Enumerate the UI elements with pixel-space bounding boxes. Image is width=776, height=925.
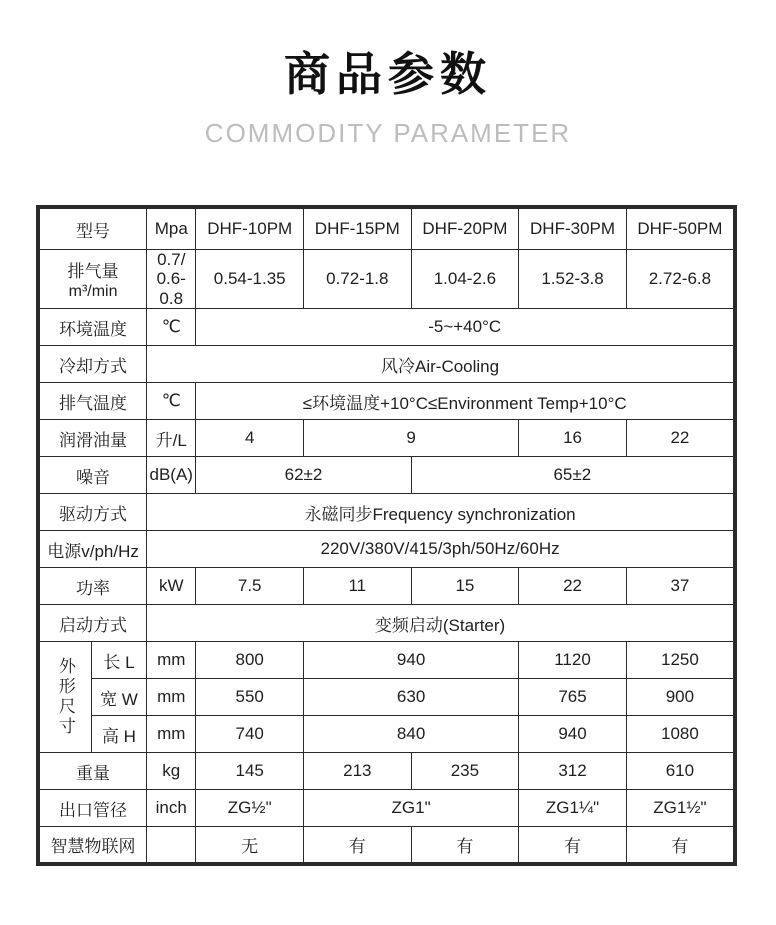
- cell-value: 213: [304, 753, 412, 790]
- row-group-label-text: 外形尺寸: [55, 657, 75, 738]
- cell-merged-value: -5~+40°C: [196, 309, 735, 346]
- cell-value: 0.72-1.8: [304, 249, 412, 309]
- row-group-label-dimensions: [38, 642, 91, 753]
- cell-value: 765: [519, 679, 627, 716]
- table-row-power: [38, 568, 735, 605]
- cell-value: 4: [196, 420, 304, 457]
- cell-value: 7.5: [196, 568, 304, 605]
- cell-unit: kW: [147, 568, 196, 605]
- unit-line1: 0.7/: [157, 249, 186, 269]
- cell-value: 235: [411, 753, 519, 790]
- cell-value: 15: [411, 568, 519, 605]
- row-label-air-delivery: [38, 249, 147, 309]
- cell-value: 800: [196, 642, 304, 679]
- cell-merged-value: 220V/380V/415/3ph/50Hz/60Hz: [147, 531, 735, 568]
- table-row-outlet-pipe: [38, 790, 735, 827]
- row-label: 重量: [38, 753, 147, 790]
- row-label: 润滑油量: [38, 420, 147, 457]
- row-label-unit-text: m³/min: [68, 282, 118, 300]
- cell-merged-value: 风冷Air-Cooling: [147, 346, 735, 383]
- cell-value: 550: [196, 679, 304, 716]
- cell-merged-value: 永磁同步Frequency synchronization: [147, 494, 735, 531]
- table-row-oil-volume: [38, 420, 735, 457]
- cell-unit: 升/L: [147, 420, 196, 457]
- cell-value: 1.04-2.6: [411, 249, 519, 309]
- cell-value: 1.52-3.8: [519, 249, 627, 309]
- table-row-length: [38, 642, 735, 679]
- cell-value: 37: [626, 568, 735, 605]
- col-header-mpa: Mpa: [147, 207, 196, 249]
- row-label: 驱动方式: [38, 494, 147, 531]
- table-row-starter: [38, 605, 735, 642]
- cell-value: ZG1½": [626, 790, 735, 827]
- cell-value: 16: [519, 420, 627, 457]
- col-header-dhf50pm: DHF-50PM: [626, 207, 735, 249]
- row-label: 启动方式: [38, 605, 147, 642]
- table-row-noise: [38, 457, 735, 494]
- cell-unit: ℃: [147, 383, 196, 420]
- table-row-exhaust-temp: [38, 383, 735, 420]
- unit-line2: 0.6-0.8: [156, 269, 186, 308]
- cell-value: 有: [304, 827, 412, 864]
- table-row-cooling: [38, 346, 735, 383]
- row-label: 电源v/ph/Hz: [38, 531, 147, 568]
- row-label: 排气温度: [38, 383, 147, 420]
- col-header-dhf30pm: DHF-30PM: [519, 207, 627, 249]
- cell-value: 22: [519, 568, 627, 605]
- cell-value: 无: [196, 827, 304, 864]
- cell-value: 9: [304, 420, 519, 457]
- cell-value: 610: [626, 753, 735, 790]
- table-row-smart-iot: [38, 827, 735, 864]
- cell-value: 1080: [626, 716, 735, 753]
- cell-value: ZG1": [304, 790, 519, 827]
- cell-value: 有: [626, 827, 735, 864]
- cell-merged-value: 变频启动(Starter): [147, 605, 735, 642]
- cell-value: 740: [196, 716, 304, 753]
- page-title: 商品参数: [284, 48, 492, 100]
- parameters-table-wrap: [36, 205, 776, 866]
- row-label: 冷却方式: [38, 346, 147, 383]
- cell-merged-value: ≤环境温度+10°C≤Environment Temp+10°C: [196, 383, 735, 420]
- cell-unit: ℃: [147, 309, 196, 346]
- table-row-height: [38, 716, 735, 753]
- cell-value: 145: [196, 753, 304, 790]
- cell-unit: inch: [147, 790, 196, 827]
- table-row-weight: [38, 753, 735, 790]
- cell-value: 312: [519, 753, 627, 790]
- cell-value: 有: [411, 827, 519, 864]
- row-label: 高 H: [91, 716, 146, 753]
- table-header-row: [38, 207, 735, 249]
- cell-unit-empty: [147, 827, 196, 864]
- page-header: [0, 50, 776, 149]
- cell-unit: mm: [147, 642, 196, 679]
- cell-value: 11: [304, 568, 412, 605]
- col-header-dhf10pm: DHF-10PM: [196, 207, 304, 249]
- table-row-width: [38, 679, 735, 716]
- row-label: 环境温度: [38, 309, 147, 346]
- cell-value: 65±2: [411, 457, 735, 494]
- col-header-dhf15pm: DHF-15PM: [304, 207, 412, 249]
- cell-unit: [147, 249, 196, 309]
- col-header-model: 型号: [38, 207, 147, 249]
- table-row-drive-mode: [38, 494, 735, 531]
- cell-unit: mm: [147, 679, 196, 716]
- cell-value: ZG½": [196, 790, 304, 827]
- row-label: 智慧物联网: [38, 827, 147, 864]
- row-label: 噪音: [38, 457, 147, 494]
- cell-value: 2.72-6.8: [626, 249, 735, 309]
- table-row-ambient-temp: [38, 309, 735, 346]
- table-row-power-supply: [38, 531, 735, 568]
- page-subtitle: COMMODITY PARAMETER: [204, 118, 572, 149]
- cell-value: 有: [519, 827, 627, 864]
- row-label-text: 排气量: [67, 261, 119, 281]
- row-label: 功率: [38, 568, 147, 605]
- cell-value: ZG1¼": [519, 790, 627, 827]
- cell-unit: mm: [147, 716, 196, 753]
- cell-value: 840: [304, 716, 519, 753]
- row-label: 出口管径: [38, 790, 147, 827]
- cell-value: 0.54-1.35: [196, 249, 304, 309]
- row-label: 宽 W: [91, 679, 146, 716]
- col-header-dhf20pm: DHF-20PM: [411, 207, 519, 249]
- row-label: 长 L: [91, 642, 146, 679]
- cell-value: 940: [519, 716, 627, 753]
- cell-value: 1120: [519, 642, 627, 679]
- cell-value: 22: [626, 420, 735, 457]
- cell-unit: kg: [147, 753, 196, 790]
- parameters-table: [36, 205, 737, 866]
- cell-unit: dB(A): [147, 457, 196, 494]
- cell-value: 1250: [626, 642, 735, 679]
- cell-value: 940: [304, 642, 519, 679]
- cell-value: 62±2: [196, 457, 411, 494]
- cell-value: 900: [626, 679, 735, 716]
- table-row-air-delivery: [38, 249, 735, 309]
- cell-value: 630: [304, 679, 519, 716]
